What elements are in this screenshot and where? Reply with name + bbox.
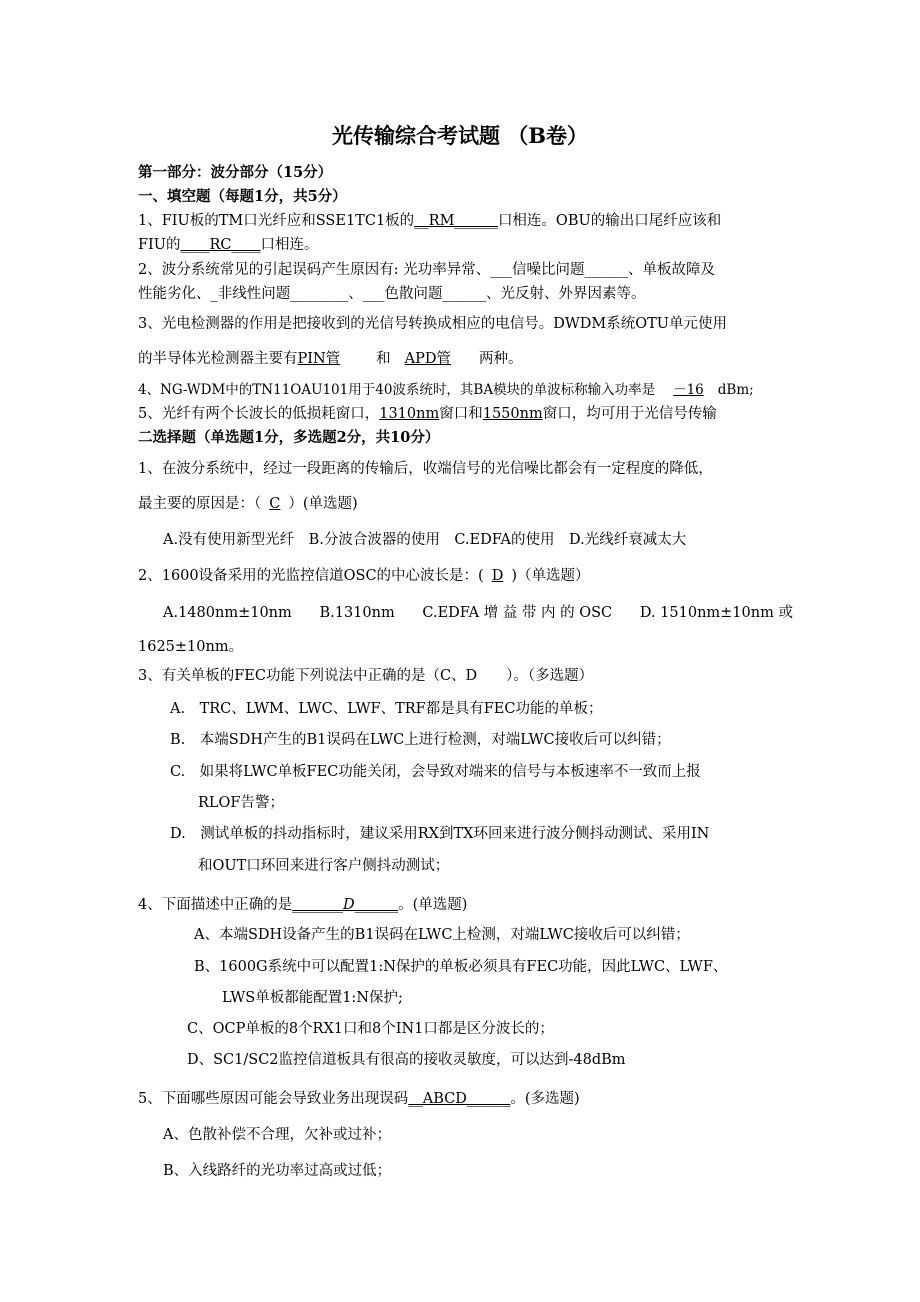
fill-q2-line2: 性能劣化、_非线性问题________、___色散问题______、光反射、外界因素等。 — [138, 286, 646, 302]
fill-q3-text-a: 的半导体光检测器主要有 — [138, 351, 298, 367]
choice-q1-line2 — [138, 494, 358, 514]
fill-q1-line2 — [138, 235, 319, 255]
fill-q4 — [138, 380, 754, 400]
choice-q4-option-d: D、SC1/SC2监控信道板具有很高的接收灵敏度，可以达到-48dBm — [187, 1052, 626, 1068]
fill-q5-answer1: 1310nm — [379, 406, 440, 422]
fill-q5-text-b: 窗口和 — [439, 406, 483, 422]
fill-q3-answer1: PIN管 — [297, 351, 341, 367]
choice-q1-text-a: 最主要的原因是：（ — [138, 496, 262, 512]
fill-q1-line1 — [138, 211, 721, 231]
choice-q1-answer: C — [269, 496, 281, 512]
choice-q5-option-a: A、色散补偿不合理，欠补或过补； — [163, 1127, 391, 1143]
choice-q1-options: A.没有使用新型光纤 B.分波合波器的使用 C.EDFA的使用 D.光线纤衰减太大 — [163, 532, 687, 548]
fill-q2-line1: 2、波分系统常见的引起误码产生原因有: 光功率异常、___信噪比问题______、单板故障及 — [138, 262, 715, 278]
fill-q4-text-a: 4、NG-WDM中的TN11OAU101用于40波系统时，其BA模块的单波标称输入功率是 — [138, 382, 656, 398]
choice-q5-answer: __ABCD______ — [408, 1091, 511, 1107]
fill-q1-answer2: ____RC____ — [180, 237, 261, 253]
fill-q5 — [138, 404, 717, 424]
choice-q2-text-a: 2、1600设备采用的光监控信道OSC的中心波长是：( — [138, 568, 484, 584]
choice-q1-text-b: ）(单选题) — [288, 496, 358, 512]
choice-q3-option-c-cont: RLOF告警； — [198, 795, 284, 811]
choice-q3-option-b: B. 本端SDH产生的B1误码在LWC上进行检测，对端LWC接收后可以纠错； — [170, 732, 671, 748]
choice-q4-stem — [138, 895, 467, 915]
choice-q4-option-a: A、本端SDH设备产生的B1误码在LWC上检测，对端LWC接收后可以纠错； — [194, 927, 690, 943]
choice-q5-stem — [138, 1089, 580, 1109]
choice-q1-line1: 1、在波分系统中，经过一段距离的传输后，收端信号的光信噪比都会有一定程度的降低， — [138, 461, 713, 477]
choice-q3-stem: 3、有关单板的FEC功能下列说法中正确的是（C、D ）。（多选题） — [138, 668, 594, 684]
choice-q3-option-d-cont: 和OUT口环回来进行客户侧抖动测试； — [198, 858, 450, 874]
fill-q3-text-b: 和 — [376, 351, 391, 367]
fill-q3-text-c: 两种。 — [479, 351, 523, 367]
choice-q4-answer: _______D______ — [292, 897, 399, 913]
choice-q2-option-d: D. 1510nm±10nm 或 — [639, 605, 793, 621]
choice-q3-option-c: C. 如果将LWC单板FEC功能关闭，会导致对端来的信号与本板速率不一致而上报 — [170, 764, 701, 780]
page-title: 光传输综合考试题 （B卷） — [331, 123, 589, 148]
part-heading: 第一部分：波分部分（15分） — [138, 164, 333, 181]
choice-q5-text-a: 5、下面哪些原因可能会导致业务出现误码 — [138, 1091, 409, 1107]
choice-q2-stem — [138, 566, 590, 586]
choice-q4-option-b-cont: LWS单板都能配置1:N保护; — [222, 990, 403, 1006]
fill-q5-text-a: 5、光纤有两个长波长的低损耗窗口， — [138, 406, 380, 422]
fill-q5-answer2: 1550nm — [482, 406, 543, 422]
fill-q1-text-c: FIU的 — [138, 237, 181, 253]
choice-q2-answer: D — [491, 568, 504, 584]
choice-q2-option-c: C.EDFA 增 益 带 内 的 OSC — [422, 605, 613, 621]
choice-q2-text-b: )（单选题） — [511, 568, 590, 584]
fill-q3-line2 — [138, 349, 523, 369]
fill-q1-text-d: 口相连。 — [260, 237, 319, 253]
choice-q4-text-b: 。(单选题) — [398, 897, 468, 913]
fill-q5-text-c: 窗口，均可用于光信号传输 — [542, 406, 717, 422]
choice-q4-option-c: C、OCP单板的8个RX1口和8个IN1口都是区分波长的； — [187, 1021, 554, 1037]
fill-q1-text-b: 口相连。OBU的输出口尾纤应该和 — [497, 213, 722, 229]
section-heading-choice: 二选择题（单选题1分，多选题2分，共10分） — [138, 429, 440, 446]
choice-q2-option-a: A.1480nm±10nm — [163, 605, 292, 621]
fill-q3-line1: 3、光电检测器的作用是把接收到的光信号转换成相应的电信号。DWDM系统OTU单元使用 — [138, 316, 728, 332]
choice-q3-option-d: D. 测试单板的抖动指标时，建议采用RX到TX环回来进行波分侧抖动测试、采用IN — [170, 826, 710, 842]
fill-q3-answer2: APD管 — [404, 351, 452, 367]
choice-q5-text-b: 。(多选题) — [510, 1091, 580, 1107]
fill-q1-text-a: 1、FIU板的TM口光纤应和SSE1TC1板的 — [138, 213, 415, 229]
section-heading-fill: 一、填空题（每题1分，共5分） — [138, 188, 347, 205]
choice-q4-option-b: B、1600G系统中可以配置1:N保护的单板必须具有FEC功能，因此LWC、LWF、 — [194, 959, 728, 975]
choice-q2-options-cont: 1625±10nm。 — [138, 639, 244, 655]
choice-q5-option-b: B、入线路纤的光功率过高或过低； — [163, 1163, 392, 1179]
choice-q2-option-b: B.1310nm — [319, 605, 395, 621]
choice-q4-text-a: 4、下面描述中正确的是 — [138, 897, 293, 913]
choice-q2-options — [163, 603, 793, 623]
fill-q1-answer: __RM______ — [414, 213, 498, 229]
fill-q4-text-b: dBm; — [717, 382, 754, 398]
fill-q4-answer: －16 — [673, 382, 704, 398]
choice-q3-option-a: A. TRC、LWM、LWC、LWF、TRF都是具有FEC功能的单板； — [170, 701, 603, 717]
